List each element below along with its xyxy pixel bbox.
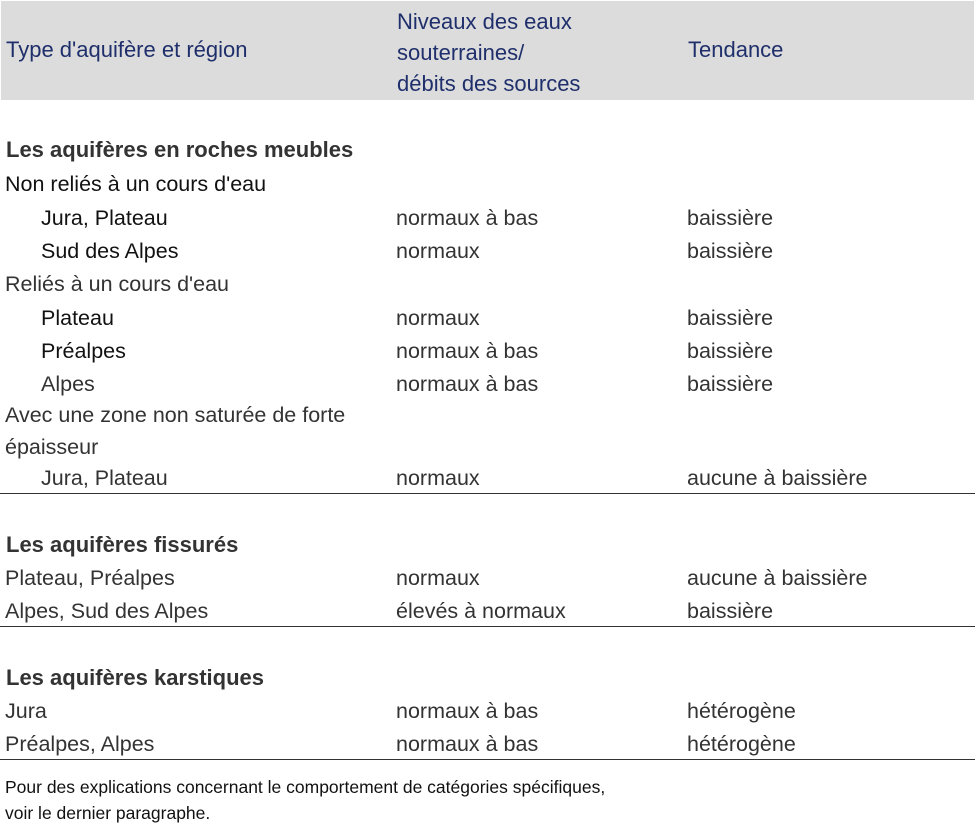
row-region: Sud des Alpes xyxy=(41,239,179,263)
row-region: Jura, Plateau xyxy=(41,466,168,490)
row-trend: hétérogène xyxy=(687,732,796,756)
row-region: Plateau, Préalpes xyxy=(5,566,175,590)
header-trend: Tendance xyxy=(688,37,784,62)
row-level: normaux à bas xyxy=(396,206,539,230)
header-levels-line3: débits des sources xyxy=(397,71,581,96)
footnote-line1: Pour des explications concernant le comportement de catégories spécifiques, xyxy=(5,777,606,797)
table-header xyxy=(1,1,974,100)
section-divider xyxy=(0,626,975,627)
row-region: Préalpes, Alpes xyxy=(5,732,155,756)
subgroup-zone-non-saturee-line1: Avec une zone non saturée de forte xyxy=(5,403,346,427)
row-region: Alpes xyxy=(41,372,95,396)
subgroup-non-relies: Non reliés à un cours d'eau xyxy=(5,172,267,196)
row-region: Jura, Plateau xyxy=(41,206,168,230)
row-level: normaux xyxy=(396,466,480,490)
row-level: normaux à bas xyxy=(396,372,539,396)
row-trend: hétérogène xyxy=(687,699,796,723)
row-trend: baissière xyxy=(687,206,774,230)
row-trend: aucune à baissière xyxy=(687,466,868,490)
row-region: Préalpes xyxy=(41,339,126,363)
row-trend: baissière xyxy=(687,599,774,623)
header-aquifer-type: Type d'aquifère et région xyxy=(6,37,248,62)
row-trend: baissière xyxy=(687,239,774,263)
row-region: Plateau xyxy=(41,306,114,330)
row-trend: baissière xyxy=(687,306,774,330)
section-title-karstiques: Les aquifères karstiques xyxy=(6,665,265,690)
section-divider xyxy=(0,759,975,760)
footnote-line2: voir le dernier paragraphe. xyxy=(5,803,211,823)
header-levels xyxy=(397,6,580,99)
row-trend: aucune à baissière xyxy=(687,566,868,590)
section-title-fissures: Les aquifères fissurés xyxy=(6,532,239,557)
row-level: normaux xyxy=(396,239,480,263)
row-level: normaux à bas xyxy=(396,339,539,363)
row-level: normaux xyxy=(396,306,480,330)
header-levels-line2: souterraines/ xyxy=(397,40,525,65)
row-region: Alpes, Sud des Alpes xyxy=(5,599,209,623)
subgroup-zone-non-saturee-line2: épaisseur xyxy=(5,435,99,459)
row-trend: baissière xyxy=(687,339,774,363)
header-levels-line1: Niveaux des eaux xyxy=(397,9,572,34)
subgroup-relies: Reliés à un cours d'eau xyxy=(5,272,230,296)
row-level: normaux à bas xyxy=(396,732,539,756)
row-level: normaux à bas xyxy=(396,699,539,723)
section-divider xyxy=(0,493,975,494)
row-region: Jura xyxy=(5,699,47,723)
row-level: élevés à normaux xyxy=(396,599,566,623)
row-trend: baissière xyxy=(687,372,774,396)
row-level: normaux xyxy=(396,566,480,590)
section-title-meubles: Les aquifères en roches meubles xyxy=(6,137,354,162)
footnote xyxy=(5,774,605,826)
